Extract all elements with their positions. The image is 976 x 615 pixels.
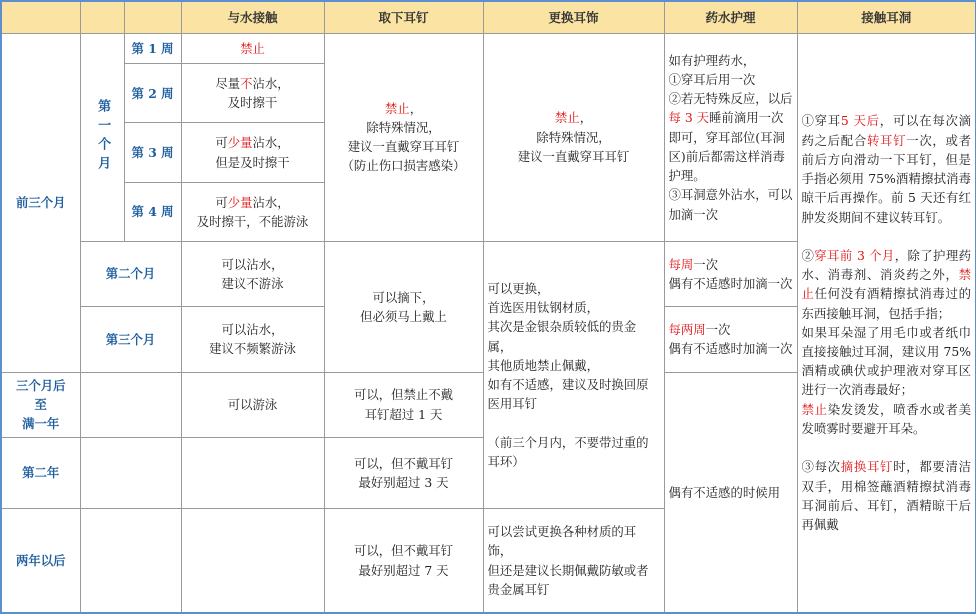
water-week2: 尽量不沾水， 及时擦干: [181, 64, 324, 123]
water-week1: 禁止: [181, 33, 324, 64]
period-first-month: 第一个月: [80, 33, 124, 241]
header-water: 与水接触: [181, 1, 324, 33]
header-row: [1, 1, 976, 33]
remove-second-third-month: 可以摘下， 但必须马上戴上: [324, 241, 483, 372]
water-week3: 可少量沾水， 但是及时擦干: [181, 123, 324, 182]
remove-after-three-months: 可以，但禁止不戴 耳钉超过 1 天: [324, 372, 483, 437]
period-week4: 第 4 周: [124, 182, 181, 241]
medicine-later: 偶有不适感的时候用: [664, 372, 797, 613]
medicine-second-month: 每周一次 偶有不适感时加滴一次: [664, 241, 797, 306]
change-first-month: 禁止， 除特殊情况， 建议一直戴穿耳耳钉: [483, 33, 664, 241]
remove-second-year: 可以，但不戴耳钉 最好别超过 3 天: [324, 437, 483, 508]
header-blank: [1, 1, 80, 33]
medicine-third-month: 每两周一次 偶有不适感时加滴一次: [664, 307, 797, 372]
remove-first-month: 禁止， 除特殊情况， 建议一直戴穿耳耳钉 （防止伤口损害感染）: [324, 33, 483, 241]
period-second-year: 第二年: [1, 437, 80, 508]
period-second-month: 第二个月: [80, 241, 181, 306]
water-week4: 可少量沾水， 及时擦干，不能游泳: [181, 182, 324, 241]
medicine-first-month: 如有护理药水， ①穿耳后用一次 ②若无特殊反应，以后每 3 天睡前滴用一次即可，穿耳部位(耳洞区)前后都需这样消毒护理。 ③耳洞意外沾水，可以加滴一次: [664, 33, 797, 241]
period-third-month: 第三个月: [80, 307, 181, 372]
period-week2: 第 2 周: [124, 64, 181, 123]
remove-after-two-years: 可以，但不戴耳钉 最好别超过 7 天: [324, 509, 483, 613]
change-after-two-years: 可以尝试更换各种材质的耳饰， 但还是建议长期佩戴防敏或者贵金属耳钉: [483, 509, 664, 613]
water-second-month: 可以沾水， 建议不游泳: [181, 241, 324, 306]
period-first-three-months: 前三个月: [1, 33, 80, 372]
empty-cell: [80, 372, 181, 437]
empty-cell: [80, 437, 181, 508]
touch-all-periods: ①穿耳5 天后，可以在每次滴药之后配合转耳钉一次，或者前后方向滑动一下耳钉，但是手指必须用 75%酒精擦拭消毒晾干后再操作。前 5 天还有红肿发炎期间不建议转耳钉。 ②穿耳前 3 个月，除了护理药水、消毒剂、消炎药之外，禁止任何没有酒精擦拭消毒过的东西接触耳洞，包括手指； 如果耳朵湿了用毛巾或者纸巾直接接触过耳洞，建议用 75%酒精或碘伏或护理液对穿耳区进行一次消毒最好； 禁止染发烫发，喷香水或者美发喷雾时要避开耳朵。 ③每次摘换耳钉时，都要清洁双手，用棉签蘸酒精擦拭消毒耳洞前后、耳钉，酒精晾干后再佩戴: [797, 33, 976, 613]
water-third-month: 可以沾水， 建议不频繁游泳: [181, 307, 324, 372]
row-week1: [1, 33, 976, 64]
empty-cell: [80, 509, 181, 613]
empty-cell: [181, 509, 324, 613]
period-week1: 第 1 周: [124, 33, 181, 64]
header-blank: [124, 1, 181, 33]
water-after-three-months: 可以游泳: [181, 372, 324, 437]
header-change: 更换耳饰: [483, 1, 664, 33]
change-second-month-to-second-year: 可以更换， 首选医用钛钢材质， 其次是金银杂质较低的贵金属， 其他质地禁止佩戴， 如有不适感，建议及时换回原医用耳钉 （前三个月内，不要带过重的耳环）: [483, 241, 664, 508]
header-remove: 取下耳钉: [324, 1, 483, 33]
period-after-three-months: 三个月后 至 满一年: [1, 372, 80, 437]
empty-cell: [181, 437, 324, 508]
period-week3: 第 3 周: [124, 123, 181, 182]
header-blank: [80, 1, 124, 33]
header-medicine: 药水护理: [664, 1, 797, 33]
header-touch: 接触耳洞: [797, 1, 976, 33]
period-after-two-years: 两年以后: [1, 509, 80, 613]
